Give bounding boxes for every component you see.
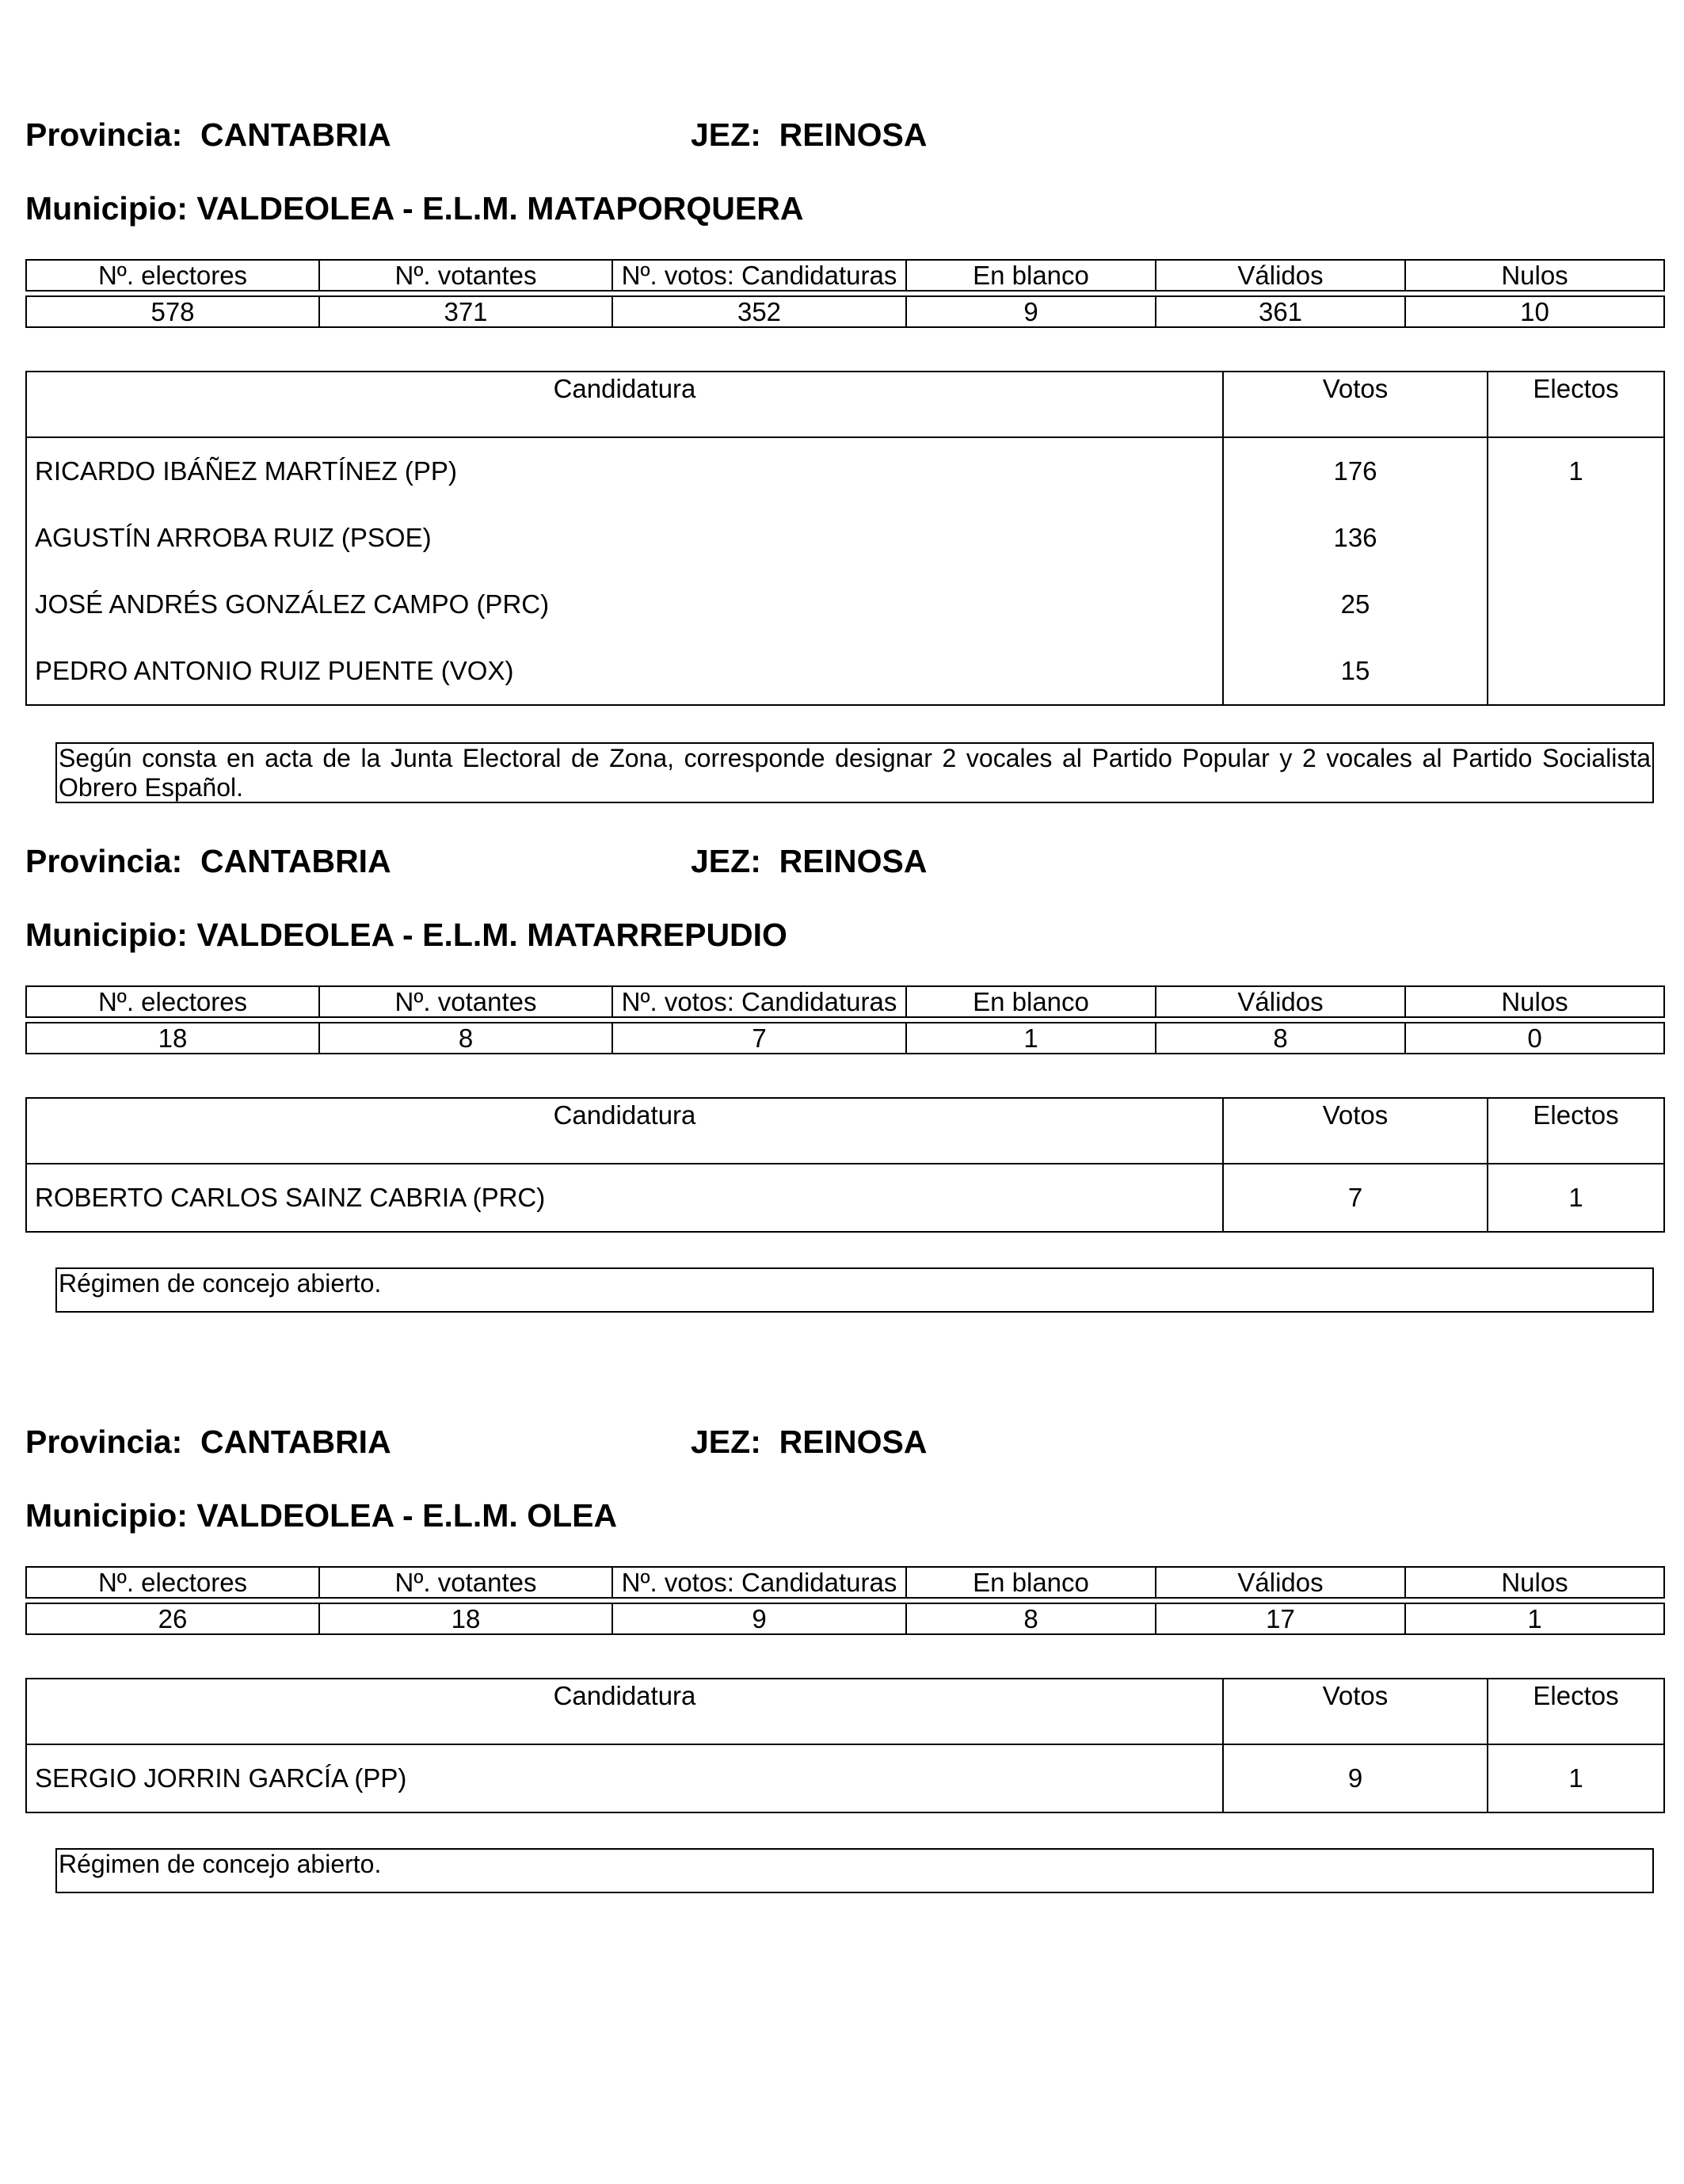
candidate-votes: 15 <box>1223 638 1488 705</box>
summary-header: Nº. votantes <box>319 986 612 1017</box>
provincia-heading: Provincia: CANTABRIA <box>25 116 391 153</box>
candidate-elected <box>1488 505 1664 571</box>
summary-header-row <box>26 986 1664 1017</box>
summary-header: Nº. votos: Candidaturas <box>612 1567 906 1598</box>
table-row <box>26 571 1664 638</box>
summary-header: Nulos <box>1405 260 1664 291</box>
summary-header: Nº. electores <box>26 1567 319 1598</box>
summary-header: En blanco <box>906 260 1156 291</box>
candidates-table <box>25 371 1665 706</box>
summary-header: Válidos <box>1156 1567 1405 1598</box>
summary-value: 578 <box>26 296 319 327</box>
candidate-name: JOSÉ ANDRÉS GONZÁLEZ CAMPO (PRC) <box>26 571 1223 638</box>
jez-heading: JEZ: REINOSA <box>691 843 928 879</box>
candidates-table <box>25 1678 1665 1813</box>
summary-header: Nº. votos: Candidaturas <box>612 986 906 1017</box>
summary-value-row <box>26 1023 1664 1054</box>
candidate-votes: 176 <box>1223 437 1488 505</box>
summary-header-row <box>26 260 1664 291</box>
candidate-name: AGUSTÍN ARROBA RUIZ (PSOE) <box>26 505 1223 571</box>
table-row <box>26 437 1664 505</box>
summary-value: 9 <box>906 296 1156 327</box>
summary-value: 26 <box>26 1603 319 1634</box>
candidatura-header: Candidatura <box>26 372 1223 437</box>
candidate-name: PEDRO ANTONIO RUIZ PUENTE (VOX) <box>26 638 1223 705</box>
votos-header: Votos <box>1223 372 1488 437</box>
electos-header: Electos <box>1488 1098 1664 1164</box>
summary-value: 0 <box>1405 1023 1664 1054</box>
jez-heading: JEZ: REINOSA <box>691 116 928 153</box>
municipio-heading: Municipio: VALDEOLEA - E.L.M. MATARREPUDIO <box>25 917 787 953</box>
summary-header-row <box>26 1567 1664 1598</box>
summary-header: Nº. electores <box>26 260 319 291</box>
candidates-table <box>25 1097 1665 1233</box>
candidates-header-row <box>26 1098 1664 1164</box>
summary-value: 1 <box>906 1023 1156 1054</box>
summary-table <box>25 1566 1665 1635</box>
summary-header: Nº. votantes <box>319 1567 612 1598</box>
candidates-header-row <box>26 1679 1664 1744</box>
summary-value: 1 <box>1405 1603 1664 1634</box>
summary-value: 9 <box>612 1603 906 1634</box>
summary-table <box>25 985 1665 1054</box>
candidate-name: RICARDO IBÁÑEZ MARTÍNEZ (PP) <box>26 437 1223 505</box>
note-box: Régimen de concejo abierto. <box>55 1267 1654 1313</box>
summary-value: 7 <box>612 1023 906 1054</box>
candidate-elected: 1 <box>1488 437 1664 505</box>
votos-header: Votos <box>1223 1098 1488 1164</box>
summary-value: 361 <box>1156 296 1405 327</box>
municipio-heading: Municipio: VALDEOLEA - E.L.M. OLEA <box>25 1497 618 1534</box>
candidate-votes: 7 <box>1223 1164 1488 1232</box>
summary-header: Nº. electores <box>26 986 319 1017</box>
summary-header: Válidos <box>1156 260 1405 291</box>
summary-table <box>25 259 1665 328</box>
summary-value: 8 <box>1156 1023 1405 1054</box>
votos-header: Votos <box>1223 1679 1488 1744</box>
candidate-elected: 1 <box>1488 1744 1664 1812</box>
summary-value-row <box>26 1603 1664 1634</box>
summary-value-row <box>26 296 1664 327</box>
jez-heading: JEZ: REINOSA <box>691 1424 928 1460</box>
table-row <box>26 638 1664 705</box>
summary-header: Nº. votos: Candidaturas <box>612 260 906 291</box>
candidate-name: SERGIO JORRIN GARCÍA (PP) <box>26 1744 1223 1812</box>
summary-value: 352 <box>612 296 906 327</box>
table-row <box>26 505 1664 571</box>
summary-header: Nulos <box>1405 1567 1664 1598</box>
summary-header: Nulos <box>1405 986 1664 1017</box>
candidates-header-row <box>26 372 1664 437</box>
note-box: Régimen de concejo abierto. <box>55 1848 1654 1893</box>
electos-header: Electos <box>1488 372 1664 437</box>
summary-value: 18 <box>26 1023 319 1054</box>
candidate-elected <box>1488 571 1664 638</box>
summary-value: 10 <box>1405 296 1664 327</box>
summary-value: 8 <box>319 1023 612 1054</box>
table-row <box>26 1744 1664 1812</box>
summary-header: En blanco <box>906 986 1156 1017</box>
municipio-heading: Municipio: VALDEOLEA - E.L.M. MATAPORQUERA <box>25 190 804 227</box>
summary-header: En blanco <box>906 1567 1156 1598</box>
summary-header: Nº. votantes <box>319 260 612 291</box>
provincia-heading: Provincia: CANTABRIA <box>25 843 391 879</box>
candidate-votes: 136 <box>1223 505 1488 571</box>
candidate-name: ROBERTO CARLOS SAINZ CABRIA (PRC) <box>26 1164 1223 1232</box>
summary-header: Válidos <box>1156 986 1405 1017</box>
candidate-elected <box>1488 638 1664 705</box>
note-box: Según consta en acta de la Junta Electoral de Zona, corresponde designar 2 vocales al Partido Popular y 2 vocales al Partido Socialista Obrero Español. <box>55 742 1654 803</box>
summary-value: 17 <box>1156 1603 1405 1634</box>
table-row <box>26 1164 1664 1232</box>
summary-value: 8 <box>906 1603 1156 1634</box>
electos-header: Electos <box>1488 1679 1664 1744</box>
candidatura-header: Candidatura <box>26 1679 1223 1744</box>
provincia-heading: Provincia: CANTABRIA <box>25 1424 391 1460</box>
candidate-votes: 25 <box>1223 571 1488 638</box>
candidate-elected: 1 <box>1488 1164 1664 1232</box>
summary-value: 18 <box>319 1603 612 1634</box>
candidate-votes: 9 <box>1223 1744 1488 1812</box>
summary-value: 371 <box>319 296 612 327</box>
candidatura-header: Candidatura <box>26 1098 1223 1164</box>
